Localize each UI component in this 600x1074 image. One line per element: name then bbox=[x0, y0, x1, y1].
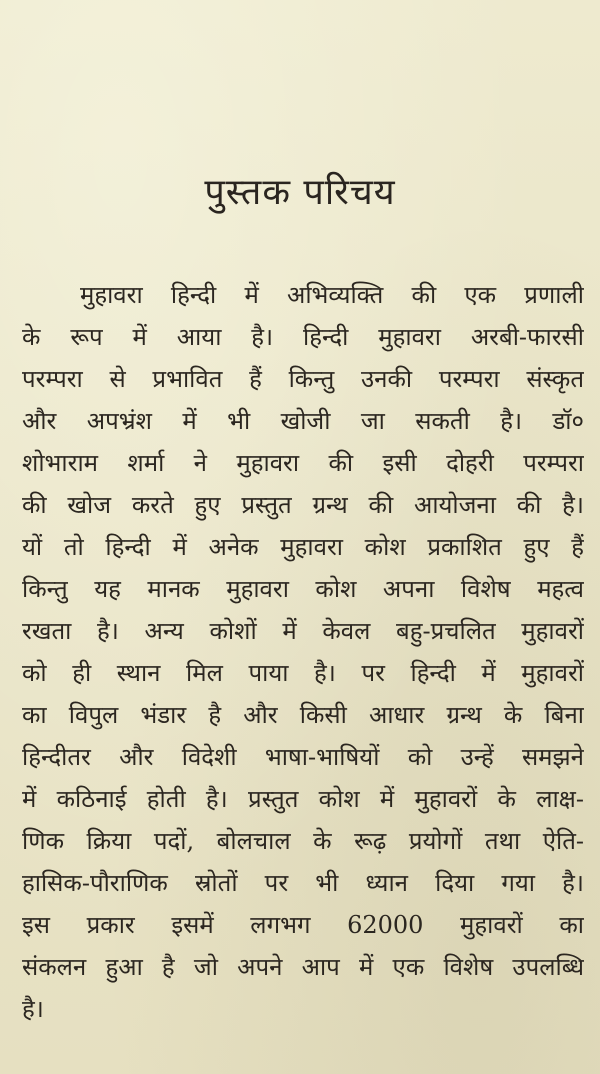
text-line: की खोज करते हुए प्रस्तुत ग्रन्थ की आयोजना की है। bbox=[22, 491, 584, 519]
text-line: णिक क्रिया पदों, बोलचाल के रूढ़ प्रयोगों तथा ऐति- bbox=[22, 827, 584, 855]
text-line: का विपुल भंडार है और किसी आधार ग्रन्थ के बिना bbox=[22, 701, 584, 729]
text-line: मुहावरा हिन्दी में अभिव्यक्ति की एक प्रणाली bbox=[80, 281, 584, 309]
text-line: शोभाराम शर्मा ने मुहावरा की इसी दोहरी परम्परा bbox=[22, 449, 584, 477]
text-line: हिन्दीतर और विदेशी भाषा-भाषियों को उन्हें समझने bbox=[22, 743, 584, 771]
text-line: इस प्रकार इसमें लगभग 62000 मुहावरों का bbox=[22, 911, 584, 939]
text-line: संकलन हुआ है जो अपने आप में एक विशेष उपलब्धि bbox=[22, 953, 584, 981]
text-line: यों तो हिन्दी में अनेक मुहावरा कोश प्रकाशित हुए हैं bbox=[22, 533, 584, 561]
text-line: में कठिनाई होती है। प्रस्तुत कोश में मुहावरों के लाक्ष- bbox=[22, 785, 584, 813]
text-line: रखता है। अन्य कोशों में केवल बहु-प्रचलित मुहावरों bbox=[22, 617, 584, 645]
text-line: के रूप में आया है। हिन्दी मुहावरा अरबी-फारसी bbox=[22, 323, 584, 351]
text-line: हासिक-पौराणिक स्रोतों पर भी ध्यान दिया गया है। bbox=[22, 869, 584, 897]
text-line: है। bbox=[22, 995, 44, 1023]
text-line: को ही स्थान मिल पाया है। पर हिन्दी में मुहावरों bbox=[22, 659, 584, 687]
text-line: परम्परा से प्रभावित हैं किन्तु उनकी परम्परा संस्कृत bbox=[22, 365, 584, 393]
page-title: पुस्तक परिचय bbox=[204, 172, 396, 213]
text-line: और अपभ्रंश में भी खोजी जा सकती है। डॉ० bbox=[22, 407, 584, 435]
body-paragraph bbox=[22, 274, 584, 1030]
text-line: किन्तु यह मानक मुहावरा कोश अपना विशेष महत्व bbox=[22, 575, 584, 603]
